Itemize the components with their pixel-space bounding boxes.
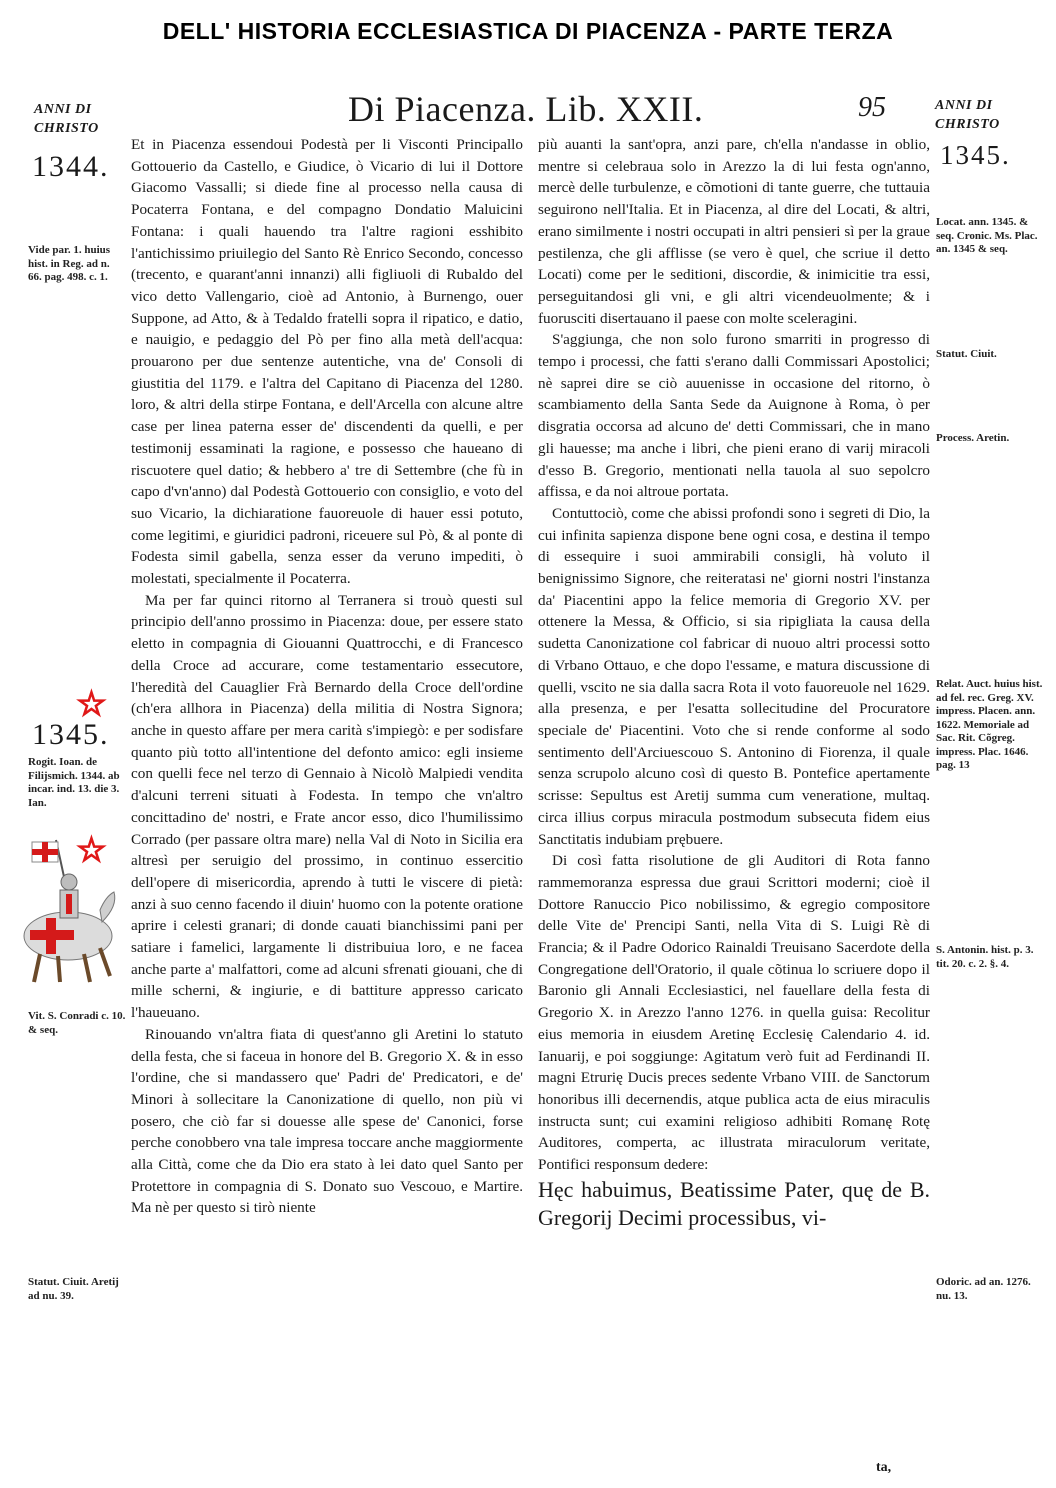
- margin-note-statut-right: Statut. Ciuit.: [936, 348, 997, 360]
- margin-note-vit: Vit. S. Conradi c. 10. & seq.: [28, 1010, 126, 1036]
- paragraph: più auanti la sant'opra, anzi pare, ch'ella n'andasse in oblio, mentre si celebraua solo in Arezzo la di lui festa ogn'anno, mercè delle turbulenze, e cõmotioni di tante guerre, che tuttauia seguirono nell'Italia. Et in Piacenza, al dire del Locati, & altri, erano similmente i nostri occupati in altri pensieri sì per la graue pestilenza, che gli afflisse (se vero è quel, che scriue il detto Locati) come per le seditioni, discordie, & inimicitie tra essi, perseguitandosi gli vni, e gli altri vicendeuolmente; & i fuorusciti disertauano il paese con molte sceleragini.: [538, 136, 930, 327]
- paragraph: Et in Piacenza essendoui Podestà per li Visconti Principallo Gottouerio da Castello, e Giudice, ò Vicario di lui il Dottore Giacomo Vassalli; si diede fine al processo nella causa di Pocaterra Fontana, e del compagno Dondatio Maluicini Fontana: i quali hauendo tra l'altre ragioni esshibito l'antichissimo priuilegio del Santo Rè Enrico Secondo, concesso (trecento, e quarant'anni innanzi) alli figliuoli di Rubaldo del vico detto Vallengario, cioè ad Antonio, à Burnengo, ouer Suppone, ad Atto, & à Tedaldo fratelli sopra il ripatico, e datio, e nauigio, e pedaggio del Pò per fino alla metà dell'acqua: prouarono per due sentenze autentiche, vna de' Consoli di giustitia del 1179. e l'altra del Capitano di Piacenza del 1280. loro, & altri della stirpe Fontana, e dell'Arcella con alcune altre case per linea paterna esser de' discendenti da quelli, e per testimonij essaminati la ragione, e possesso che haueano di riscuotere quel datio; & hebbero a' tre di Settembre (che fù in capo d'vn'anno) dal Podestà Gottouerio con consiglio, e voto del suo Vicario, la dichiaratione fauoreuole di hauer essi potuto, come legitimi, e giuridici padroni, riceuere sul Pò, & al ponte di Fodesta simil gabella, senza esser da veruno impediti, ò molestati, specialmente il Pocaterra.: [131, 136, 523, 588]
- page-title: Di Piacenza. Lib. XXII.: [348, 89, 704, 129]
- margin-note-relat: Relat. Auct. huius hist. ad fel. rec. Greg. XV. impress. Placen. ann. 1622. Memoriale ad Sac. Rit. Cõgreg. impress. Plac. 1646. pag. 13: [936, 678, 1043, 771]
- corner-label-right: ANNI DI CHRISTO: [935, 98, 1000, 132]
- paragraph: Rinouando vn'altra fiata di quest'anno gli Aretini lo statuto della festa, che si faceua in honore del B. Gregorio X. & in esso l'ordine, che si mandassero que' Padri de' Predicatori, e de' Minori à sollecitare la Canonizatione di quello, non più vi posero, che ciò far si douesse alle spese de' Canonici, forse perche conobbero vna tale impresa toccare anche maggiormente alla Città, come che da Dio era stato à lei dato quel Santo per Protettore in compagnia di S. Donato suo Vescouo, e Martire. Ma nè per questo si tirò niente: [131, 1025, 523, 1217]
- margin-note-vide: Vide par. 1. huius hist. in Reg. ad n. 66. pag. 498. c. 1.: [28, 244, 111, 283]
- paragraph: S'aggiunga, che non solo furono smarriti in progresso di tempo i processi, che fatti s'erano dalli Commissari Apostolici; nè saprei dire se ciò auuenisse in occasione del ritorno, ò scambiamento della Santa Sede da Auignone à Roma, ò per disgratia occorsa ad alcuno de' detti Commissari, che in mano gli hauesse; ma anche i libri, che pieni erano di varij miracoli d'esso B. Gregorio, mentionati nella tauola al suo sepolcro affissa, e da noi altroue portata.: [538, 331, 930, 501]
- margin-note-statut: Statut. Ciuit. Aretij ad nu. 39.: [28, 1276, 119, 1302]
- closing-latin-line: Hęc habuimus, Beatissime Pater, quę de B. Gregorij Decimi processibus, vi-: [538, 1176, 930, 1230]
- margin-note-locat: Locat. ann. 1345. & seq. Cronic. Ms. Plac. an. 1345 & seq.: [936, 216, 1038, 255]
- year-left: 1344.: [32, 150, 110, 183]
- star-icon: ★: [78, 833, 105, 868]
- paragraph: Contuttociò, come che abissi profondi sono i segreti di Dio, la cui infinita sapienza dispone bene ogni cosa, e destina il tempo di essequire i suoi ammirabili consigli, hà voluto il benignissimo Signore, che reiteratasi ne' giorni nostri l'instanza da' Piacentini appo la felice memoria di Gregorio XV. per ottenere la Messa, & Officio, si sia ripigliata la causa della sudetta Canonizatione col fabricar di nuouo altri processi sotto di Vrbano Ottauo, e che dopo l'essame, e matura discussione di quelli, vscito ne sia dalla sacra Rota il voto fauoreuole nel 1629. alla presenza, e per l'esatta sollecitudine del Procuratore speciale de' Piacentini. Voto che si rende conforme al sodo sentimento dell'Arciuescouo S. Antonino di Fiorenza, il quale senza scrupolo alcuno così di questo B. Pontefice apertamente scrisse: Sepultus est Aretij summa cum veneratione, multaq. circa illius corpus miracula postmodum subsecuta fidem eius Sanctitatis indubiam prębuere.: [538, 504, 930, 848]
- page-number: 95: [858, 92, 886, 123]
- star-icon: ★: [78, 687, 105, 722]
- catchword: ta,: [876, 1460, 892, 1475]
- left-text-column: [131, 134, 523, 1444]
- margin-note-antonin: S. Antonin. hist. p. 3. tit. 20. c. 2. §. 4.: [936, 944, 1034, 970]
- margin-note-process: Process. Aretin.: [936, 432, 1010, 444]
- paragraph: Di così fatta risolutione de gli Auditori di Rota fanno rammemoranza espressa due graui Scrittori moderni; cioè il Dottore Ranuccio Pico nobilissimo, & egregio compositore delle Vite de' Prencipi Santi, nella Vita di S. Luigi Rè di Francia; & il Padre Odorico Rainaldi Treuisano Sacerdote della Congregatione dell'Oratorio, il quale cõtinua lo scriuere dopo il Baronio gli Annali Ecclesiastici, nel fauellare della festa di Gregorio X. in Arezzo l'anno 1276. in quella guisa: Recolitur eius memoria in eiusdem Aretinę Ecclesię Calendario 4. id. Ianuarij, e poi soggiunge: Agitatum verò fuit ad Ferdinandi II. magni Etrurię Ducis preces sedente Vrbano VIII. de Sanctorum honoribus illi decernendis, atque publica acta de eius miraculis instructa sunt; cui examini religioso adhibiti Romanę Rotę Auditores, comperta, ac illustrata miraculorum veritate, Pontifici responsum dedere:: [538, 852, 930, 1174]
- paragraph: Ma per far quinci ritorno al Terranera si trouò questi sul principio dell'anno prossimo in Piacenza: doue, per essere stato eletto in compagnia di Giouanni Quattrocchi, e di Francesco della Croce ad accurare, come testamentario essecutore, l'heredità del Cauaglier Frà Bernardo della Croce dell'ordine (ch'era allhora in Piacenza) della militia di Nostra Signora; anche in questo affare per mera carità s'impiegò: e per sodisfare quanto più totto all'intentione del defonto amico: egli insieme con quelli fece nel terzo di Gennaio à Nicolò Malpiedi vendita d'alcuni terreni situati à Fodesta. In tempo che vn'altro concittadino de' nostri, e Frate ancor esso, dico l'humilissimo Corrado (per passare oltra mare) nella Val di Noto in Sicilia era altresì per seruigio del prossimo, in continuo essercitio dell'opere di misericordia, aprendo à tutti le viscere di pietà: anzi à suo cenno facendo il diuin' huomo con la potente oratione aprire i celesti granari; di donde cauati bianchissimi pani per satiare i famelici, largamente li distribuiua loro, e ne facea anche parte a' malfattori, come ad alcuni sfrenati giouani, che di mille scherni, & ingiurie, e di battiture appresso caricato l'haueuano.: [131, 591, 523, 1022]
- corner-label-left: ANNI DI CHRISTO: [34, 102, 99, 136]
- margin-note-rogit: Rogit. Ioan. de Filijsmich. 1344. ab incar. ind. 13. die 3. Ian.: [28, 756, 120, 809]
- year-right: 1345.: [940, 140, 1011, 170]
- margin-note-odoric: Odoric. ad an. 1276. nu. 13.: [936, 1276, 1031, 1302]
- crusader-knight-icon: [10, 833, 128, 986]
- margin-year: 1345.: [32, 718, 110, 751]
- page-banner: DELL' HISTORIA ECCLESIASTICA DI PIACENZA - PARTE TERZA: [162, 18, 894, 44]
- right-text-column: [538, 134, 930, 1444]
